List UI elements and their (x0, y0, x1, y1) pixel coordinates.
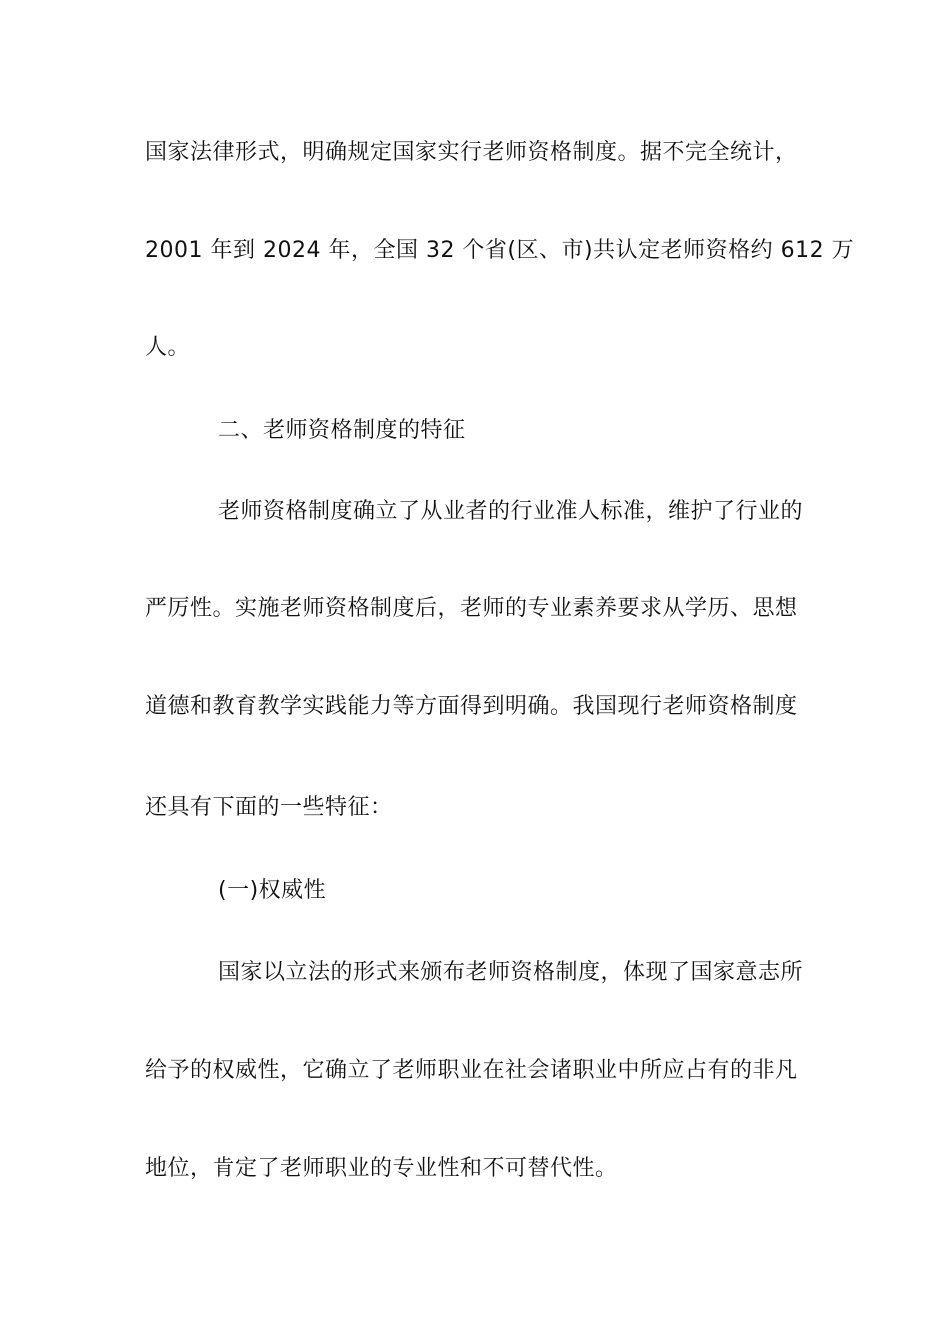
paragraph-line: 老师资格制度确立了从业者的行业准人标准，维护了行业的 (218, 499, 804, 524)
paragraph-line: 国家法律形式，明确规定国家实行老师资格制度。据不完全统计， (145, 140, 798, 165)
paragraph-line: 地位，肯定了老师职业的专业性和不可替代性。 (145, 1156, 618, 1181)
paragraph-line: 2001 年到 2024 年，全国 32 个省(区、市)共认定老师资格约 612 万 (145, 238, 855, 263)
paragraph-line: 人。 (145, 335, 191, 360)
paragraph-line: 给予的权威性，它确立了老师职业在社会诸职业中所应占有的非凡 (145, 1058, 798, 1083)
section-heading: 二、老师资格制度的特征 (218, 418, 466, 443)
subsection-heading: (一)权威性 (218, 878, 327, 903)
paragraph-line: 严厉性。实施老师资格制度后，老师的专业素养要求从学历、思想 (145, 596, 798, 621)
paragraph-line: 道德和教育教学实践能力等方面得到明确。我国现行老师资格制度 (145, 694, 798, 719)
paragraph-line: 还具有下面的一些特征： (145, 795, 393, 820)
paragraph-line: 国家以立法的形式来颁布老师资格制度，体现了国家意志所 (218, 960, 804, 985)
